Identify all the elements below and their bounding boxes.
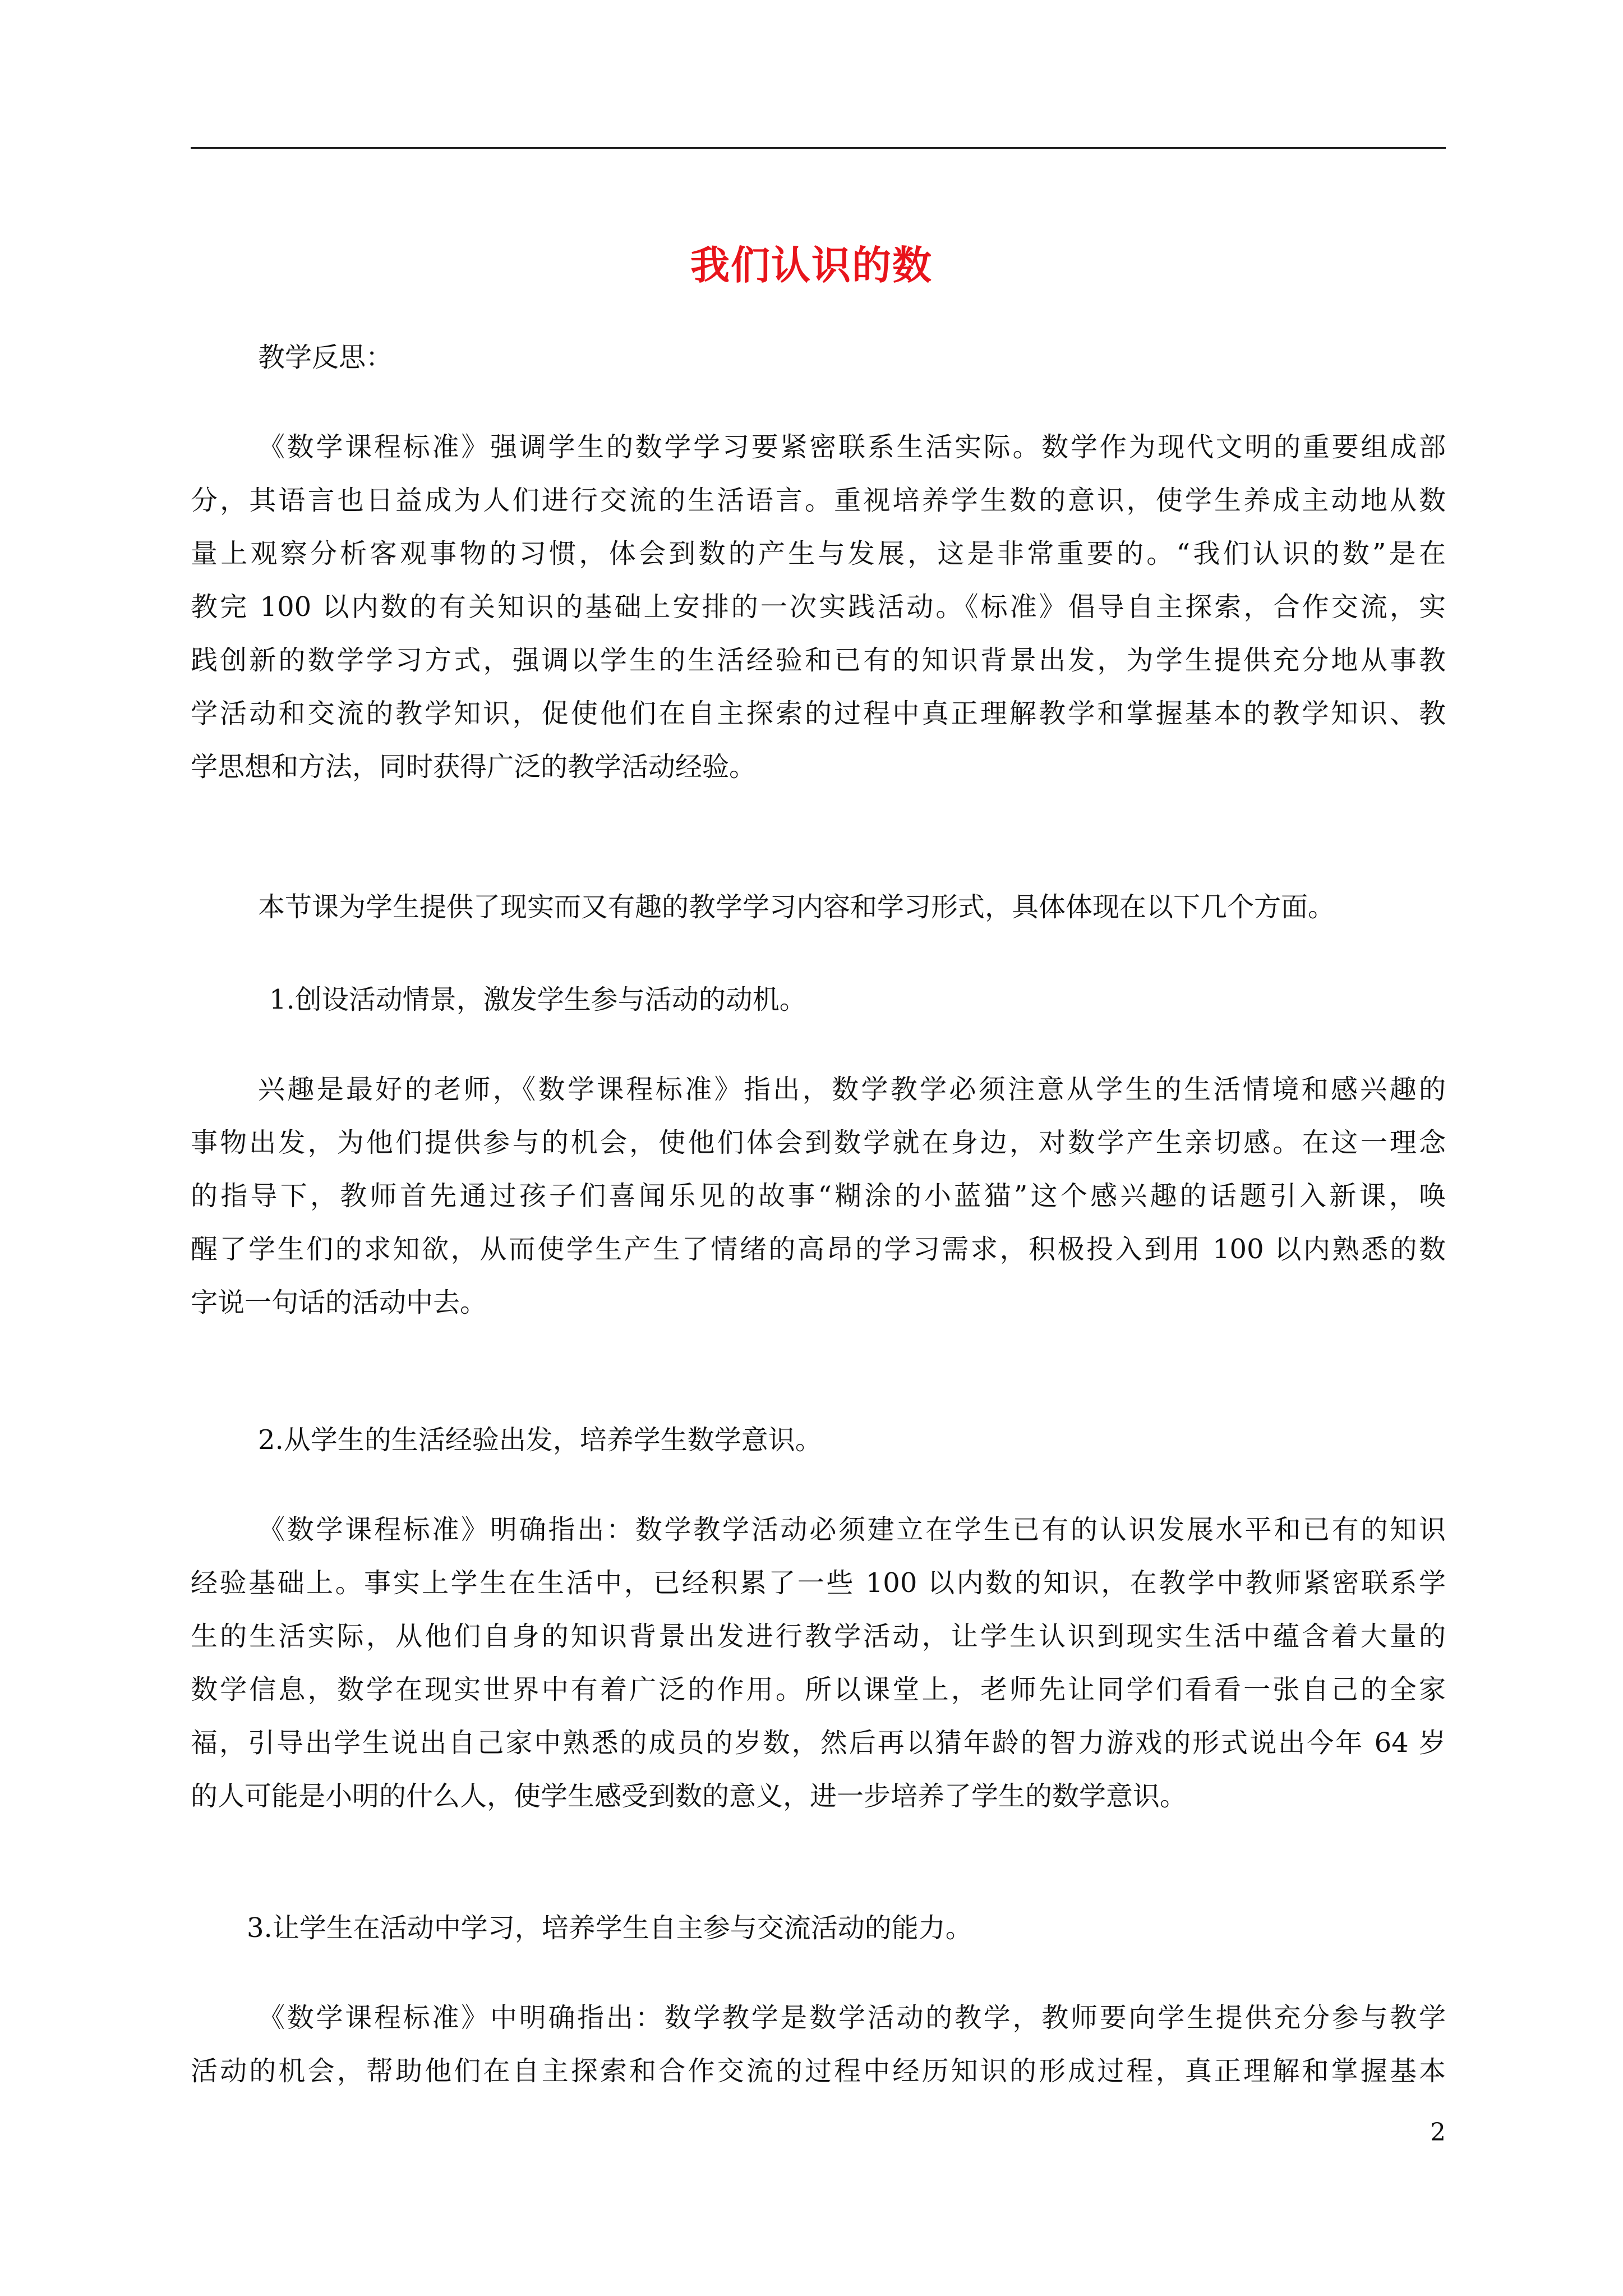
- heading-2: [191, 1414, 1446, 1467]
- paragraph-2: [191, 881, 1446, 934]
- section-label: 教学反思：: [258, 342, 393, 373]
- paragraph-line: 量上观察分析客观事物的习惯，体会到数的产生与发展，这是非常重要的。“我们认识的数”是在: [191, 538, 1446, 569]
- paragraph-line: 教完 100 以内数的有关知识的基础上安排的一次实践活动。《标准》倡导自主探索，合作交流，实: [191, 591, 1446, 623]
- paragraph-line: 活动的机会，帮助他们在自主探索和合作交流的过程中经历知识的形成过程，真正理解和掌握基本: [191, 2055, 1446, 2087]
- heading-line: 2.从学生的生活经验出发，培养学生数学意识。: [258, 1424, 822, 1456]
- heading-3: [191, 1902, 1446, 1955]
- paragraph-line: 字说一句话的活动中去。: [191, 1287, 487, 1318]
- paragraph-3: [191, 1063, 1446, 1329]
- heading-line: 1.创设活动情景，激发学生参与活动的动机。: [269, 984, 806, 1015]
- paragraph-line: 醒了学生们的求知欲，从而使学生产生了情绪的高昂的学习需求，积极投入到用 100 以内熟悉的数: [191, 1234, 1446, 1265]
- paragraph-line: 《数学课程标准》明确指出：数学教学活动必须建立在学生已有的认识发展水平和已有的知识: [258, 1514, 1446, 1545]
- paragraph-line: 践创新的数学学习方式，强调以学生的生活经验和已有的知识背景出发，为学生提供充分地从事教: [191, 645, 1446, 676]
- paragraph-line: 事物出发，为他们提供参与的机会，使他们体会到数学就在身边，对数学产生亲切感。在这一理念: [191, 1127, 1446, 1158]
- paragraph-line: 的指导下，教师首先通过孩子们喜闻乐见的故事“糊涂的小蓝猫”这个感兴趣的话题引入新课，唤: [191, 1180, 1446, 1212]
- paragraph-line: 学活动和交流的教学知识，促使他们在自主探索的过程中真正理解教学和掌握基本的教学知识、教: [191, 698, 1446, 729]
- paragraph-line: 生的生活实际，从他们自身的知识背景出发进行教学活动，让学生认识到现实生活中蕴含着大量的: [191, 1621, 1446, 1652]
- heading-line: 3.让学生在活动中学习，培养学生自主参与交流活动的能力。: [247, 1912, 972, 1944]
- paragraph-line: 本节课为学生提供了现实而又有趣的教学学习内容和学习形式，具体体现在以下几个方面。: [258, 891, 1335, 923]
- paragraph-line: 《数学课程标准》中明确指出：数学教学是数学活动的教学，教师要向学生提供充分参与教学: [258, 2002, 1446, 2033]
- paragraph-line: 兴趣是最好的老师，《数学课程标准》指出，数学教学必须注意从学生的生活情境和感兴趣的: [258, 1074, 1446, 1105]
- paragraph-5: [191, 1991, 1446, 2098]
- paragraph-line: 学思想和方法，同时获得广泛的教学活动经验。: [191, 751, 757, 783]
- paragraph-line: 数学信息，数学在现实世界中有着广泛的作用。所以课堂上，老师先让同学们看看一张自己的全家: [191, 1674, 1446, 1705]
- paragraph-line: 分，其语言也日益成为人们进行交流的生活语言。重视培养学生数的意识，使学生养成主动地从数: [191, 485, 1446, 516]
- page-number: 2: [1430, 2118, 1446, 2147]
- section-label-block: [191, 331, 1446, 384]
- paragraph-line: 的人可能是小明的什么人，使学生感受到数的意义，进一步培养了学生的数学意识。: [191, 1780, 1187, 1812]
- paragraph-line: 福，引导出学生说出自己家中熟悉的成员的岁数，然后再以猜年龄的智力游戏的形式说出今年 64 岁: [191, 1727, 1446, 1759]
- paragraph-line: 《数学课程标准》强调学生的数学学习要紧密联系生活实际。数学作为现代文明的重要组成部: [258, 431, 1446, 463]
- paragraph-1: [191, 421, 1446, 794]
- page-title: 我们认识的数: [690, 242, 933, 288]
- paragraph-4: [191, 1503, 1446, 1823]
- paragraph-line: 经验基础上。事实上学生在生活中，已经积累了一些 100 以内数的知识，在教学中教师紧密联系学: [191, 1567, 1446, 1599]
- header-rule: [191, 147, 1446, 149]
- heading-1: [191, 973, 1446, 1027]
